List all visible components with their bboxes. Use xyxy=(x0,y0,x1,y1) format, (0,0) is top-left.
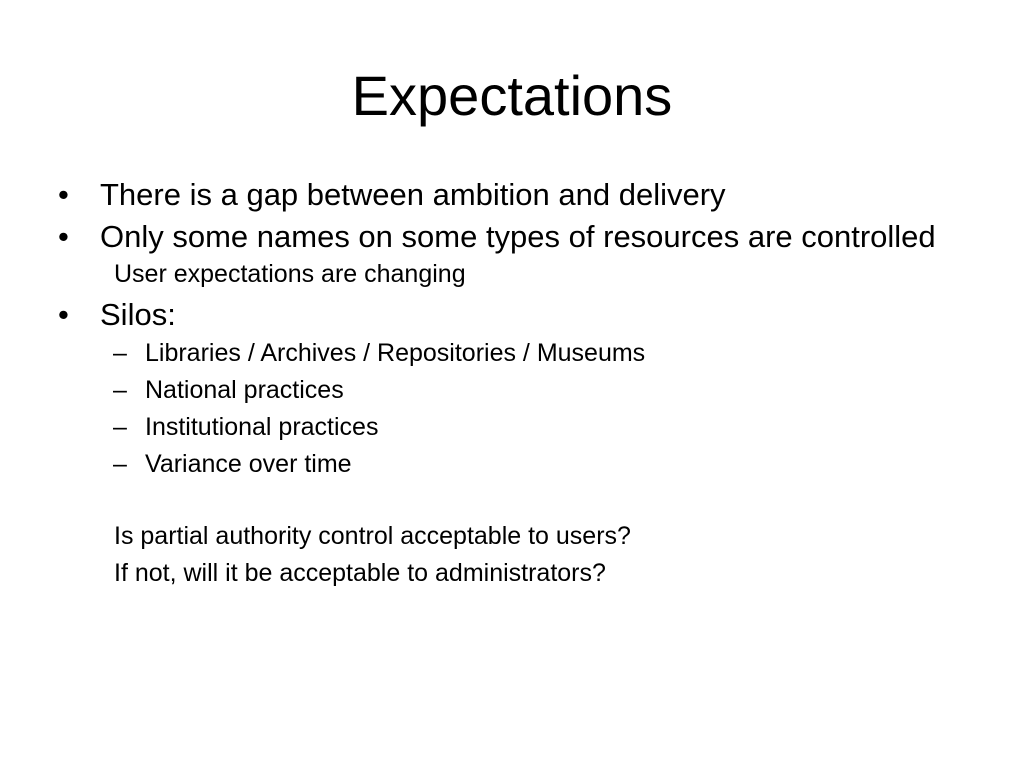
question-line: Is partial authority control acceptable to users? xyxy=(114,522,631,550)
bullet-text: Silos: xyxy=(100,297,176,332)
sub-bullet-text: Institutional practices xyxy=(145,413,379,441)
bullet-marker: • xyxy=(58,177,69,212)
sub-bullet-item xyxy=(56,412,956,442)
dash-marker: – xyxy=(113,376,127,404)
bullet-item xyxy=(56,220,956,253)
sub-note: User expectations are changing xyxy=(114,260,466,288)
dash-marker: – xyxy=(113,339,127,367)
slide-body xyxy=(56,178,956,588)
slide-title: Expectations xyxy=(351,64,673,127)
bullet-item xyxy=(56,298,956,331)
sub-bullet-item xyxy=(56,338,956,368)
dash-marker: – xyxy=(113,450,127,478)
bullet-item xyxy=(56,178,956,211)
bullet-text: Only some names on some types of resources are controlled xyxy=(100,219,936,254)
sub-bullet-text: National practices xyxy=(145,376,344,404)
bullet-text: There is a gap between ambition and delivery xyxy=(100,177,726,212)
bullet-marker: • xyxy=(58,297,69,332)
sub-bullet-text: Libraries / Archives / Repositories / Museums xyxy=(145,339,646,367)
sub-bullet-text: Variance over time xyxy=(145,450,352,478)
sub-bullet-item xyxy=(56,375,956,405)
question-line: If not, will it be acceptable to administrators? xyxy=(114,559,606,587)
spacer xyxy=(56,479,956,514)
dash-marker: – xyxy=(113,413,127,441)
bullet-marker: • xyxy=(58,219,69,254)
sub-bullet-item xyxy=(56,449,956,479)
